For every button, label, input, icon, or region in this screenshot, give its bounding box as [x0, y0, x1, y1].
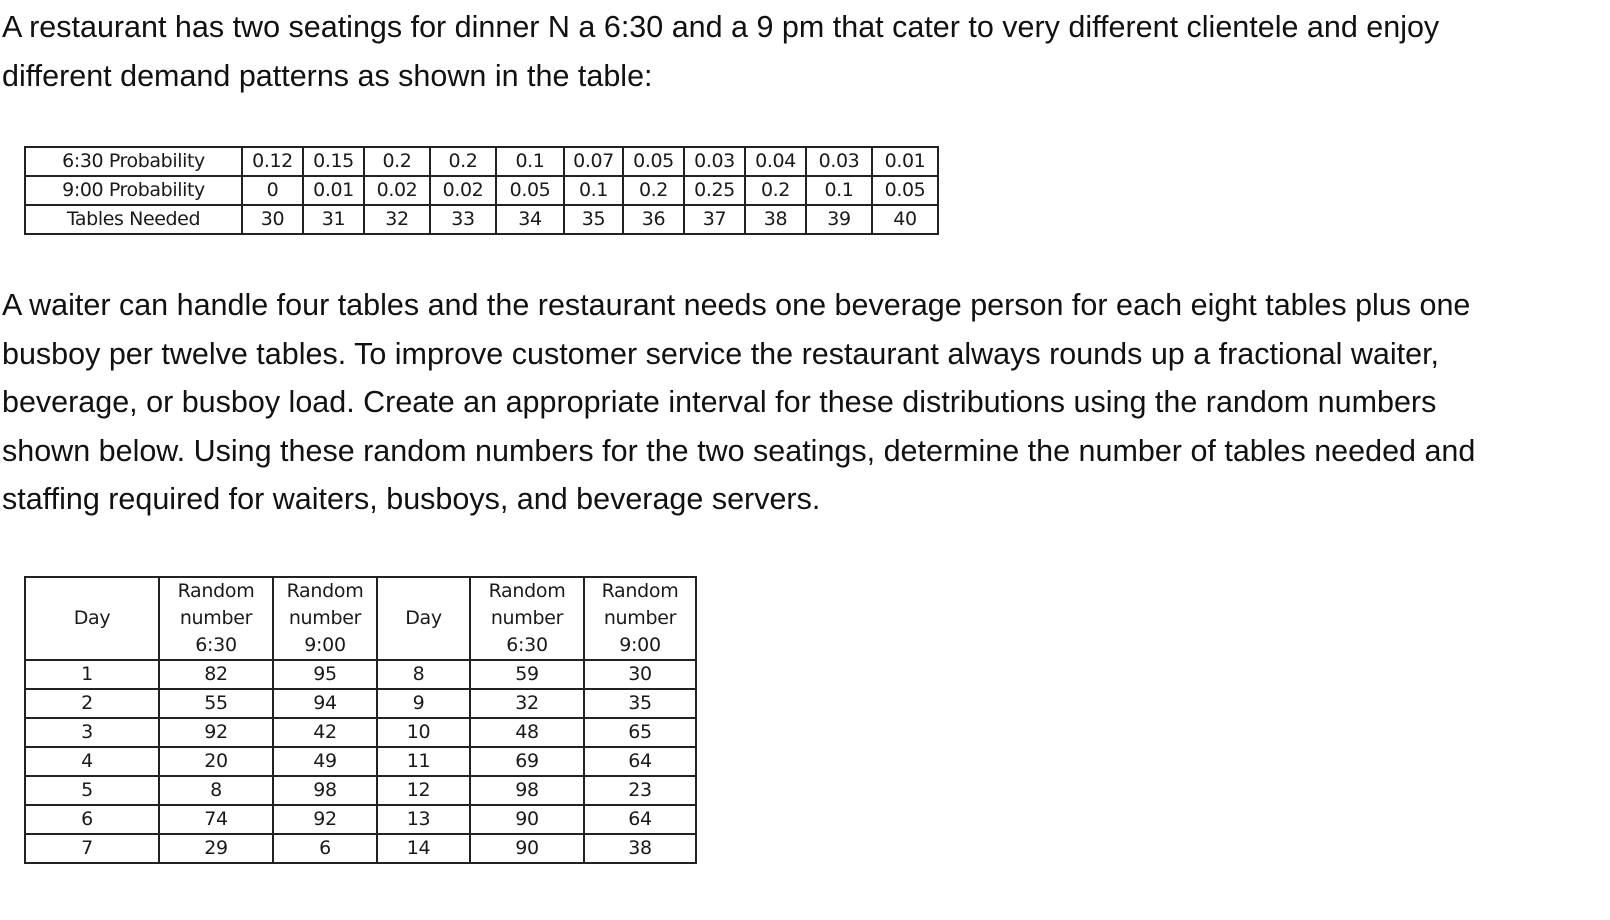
probability-cell: 0.25: [684, 176, 745, 205]
probability-cell: 30: [242, 205, 303, 234]
random-table-row: [25, 689, 696, 718]
header-line: 6:30: [506, 634, 548, 656]
day-cell: 6: [25, 805, 159, 834]
random-900-cell: 98: [273, 776, 377, 805]
day-cell: 10: [377, 718, 470, 747]
instructions-paragraph: [2, 281, 1602, 524]
probability-cell: 38: [745, 205, 806, 234]
probability-cell: 31: [303, 205, 364, 234]
random-900-cell: 65: [584, 718, 696, 747]
day-cell: 3: [25, 718, 159, 747]
random-900-cell: 95: [273, 660, 377, 689]
probability-cell: 0.07: [564, 147, 623, 176]
random-900-cell: 49: [273, 747, 377, 776]
probability-cell: 0: [242, 176, 303, 205]
random-630-cell: 82: [159, 660, 273, 689]
header-random-630: [470, 577, 584, 660]
header-line: number: [490, 607, 564, 629]
random-900-cell: 42: [273, 718, 377, 747]
random-table-row: [25, 834, 696, 863]
header-line: number: [288, 607, 362, 629]
random-630-cell: 8: [159, 776, 273, 805]
probability-cell: 39: [806, 205, 872, 234]
random-900-cell: 64: [584, 805, 696, 834]
instructions-line: A waiter can handle four tables and the restaurant needs one beverage person for each eight tables plus one: [2, 288, 1471, 322]
day-cell: 4: [25, 747, 159, 776]
day-cell: 8: [377, 660, 470, 689]
row-label: 6:30 Probability: [25, 147, 242, 176]
header-random-900: [273, 577, 377, 660]
random-table-row: [25, 747, 696, 776]
probability-row: [25, 176, 938, 205]
probability-cell: 37: [684, 205, 745, 234]
random-900-cell: 23: [584, 776, 696, 805]
random-table-row: [25, 776, 696, 805]
day-cell: 2: [25, 689, 159, 718]
header-line: Random: [488, 580, 566, 602]
random-900-cell: 64: [584, 747, 696, 776]
intro-line: A restaurant has two seatings for dinner N a 6:30 and a 9 pm that cater to very different clientele and enjoy: [2, 10, 1440, 44]
day-cell: 14: [377, 834, 470, 863]
row-label: Tables Needed: [25, 205, 242, 234]
random-900-cell: 94: [273, 689, 377, 718]
random-numbers-table: [24, 576, 697, 864]
probability-cell: 0.2: [430, 147, 496, 176]
probability-cell: 0.12: [242, 147, 303, 176]
instructions-line: staffing required for waiters, busboys, and beverage servers.: [2, 482, 821, 516]
random-630-cell: 98: [470, 776, 584, 805]
probability-table: [24, 146, 939, 235]
probability-cell: 0.03: [684, 147, 745, 176]
header-day: Day: [377, 577, 470, 660]
day-cell: 1: [25, 660, 159, 689]
probability-cell: 0.05: [496, 176, 564, 205]
random-630-cell: 20: [159, 747, 273, 776]
header-line: number: [179, 607, 253, 629]
probability-cell: 0.01: [872, 147, 938, 176]
day-cell: 5: [25, 776, 159, 805]
random-table-header-row: [25, 577, 696, 660]
random-630-cell: 32: [470, 689, 584, 718]
probability-cell: 32: [364, 205, 430, 234]
random-table-row: [25, 718, 696, 747]
header-random-630: [159, 577, 273, 660]
probability-cell: 34: [496, 205, 564, 234]
random-630-cell: 48: [470, 718, 584, 747]
random-900-cell: 92: [273, 805, 377, 834]
header-line: number: [603, 607, 677, 629]
day-cell: 9: [377, 689, 470, 718]
probability-cell: 0.05: [872, 176, 938, 205]
probability-cell: 0.2: [364, 147, 430, 176]
day-cell: 7: [25, 834, 159, 863]
instructions-line: beverage, or busboy load. Create an appropriate interval for these distributions using the random numbers: [2, 385, 1437, 419]
header-line: 9:00: [619, 634, 661, 656]
header-line: Random: [177, 580, 255, 602]
instructions-line: shown below. Using these random numbers for the two seatings, determine the number of tables needed and: [2, 433, 1476, 468]
probability-cell: 0.1: [806, 176, 872, 205]
probability-cell: 0.2: [623, 176, 684, 205]
probability-cell: 0.15: [303, 147, 364, 176]
probability-cell: 0.03: [806, 147, 872, 176]
header-line: 9:00: [304, 634, 346, 656]
day-cell: 11: [377, 747, 470, 776]
probability-cell: 33: [430, 205, 496, 234]
random-630-cell: 74: [159, 805, 273, 834]
probability-cell: 0.02: [430, 176, 496, 205]
header-day: Day: [25, 577, 159, 660]
probability-row: [25, 147, 938, 176]
random-630-cell: 59: [470, 660, 584, 689]
intro-paragraph: [2, 3, 1562, 100]
random-630-cell: 69: [470, 747, 584, 776]
probability-row: [25, 205, 938, 234]
probability-cell: 0.02: [364, 176, 430, 205]
probability-cell: 36: [623, 205, 684, 234]
probability-cell: 0.04: [745, 147, 806, 176]
random-630-cell: 90: [470, 805, 584, 834]
probability-cell: 40: [872, 205, 938, 234]
day-cell: 12: [377, 776, 470, 805]
random-900-cell: 38: [584, 834, 696, 863]
random-900-cell: 6: [273, 834, 377, 863]
random-table-row: [25, 805, 696, 834]
header-random-900: [584, 577, 696, 660]
probability-cell: 0.01: [303, 176, 364, 205]
probability-cell: 0.1: [564, 176, 623, 205]
probability-cell: 0.05: [623, 147, 684, 176]
random-630-cell: 55: [159, 689, 273, 718]
instructions-line: busboy per twelve tables. To improve customer service the restaurant always rounds up a fractional waiter,: [2, 336, 1440, 371]
probability-cell: 0.1: [496, 147, 564, 176]
day-cell: 13: [377, 805, 470, 834]
probability-cell: 0.2: [745, 176, 806, 205]
random-900-cell: 30: [584, 660, 696, 689]
probability-cell: 35: [564, 205, 623, 234]
header-line: Random: [601, 580, 679, 602]
random-630-cell: 29: [159, 834, 273, 863]
intro-line: different demand patterns as shown in the table:: [2, 58, 653, 93]
random-table-row: [25, 660, 696, 689]
header-line: Random: [286, 580, 364, 602]
random-630-cell: 92: [159, 718, 273, 747]
random-900-cell: 35: [584, 689, 696, 718]
header-line: 6:30: [195, 634, 237, 656]
random-630-cell: 90: [470, 834, 584, 863]
row-label: 9:00 Probability: [25, 176, 242, 205]
